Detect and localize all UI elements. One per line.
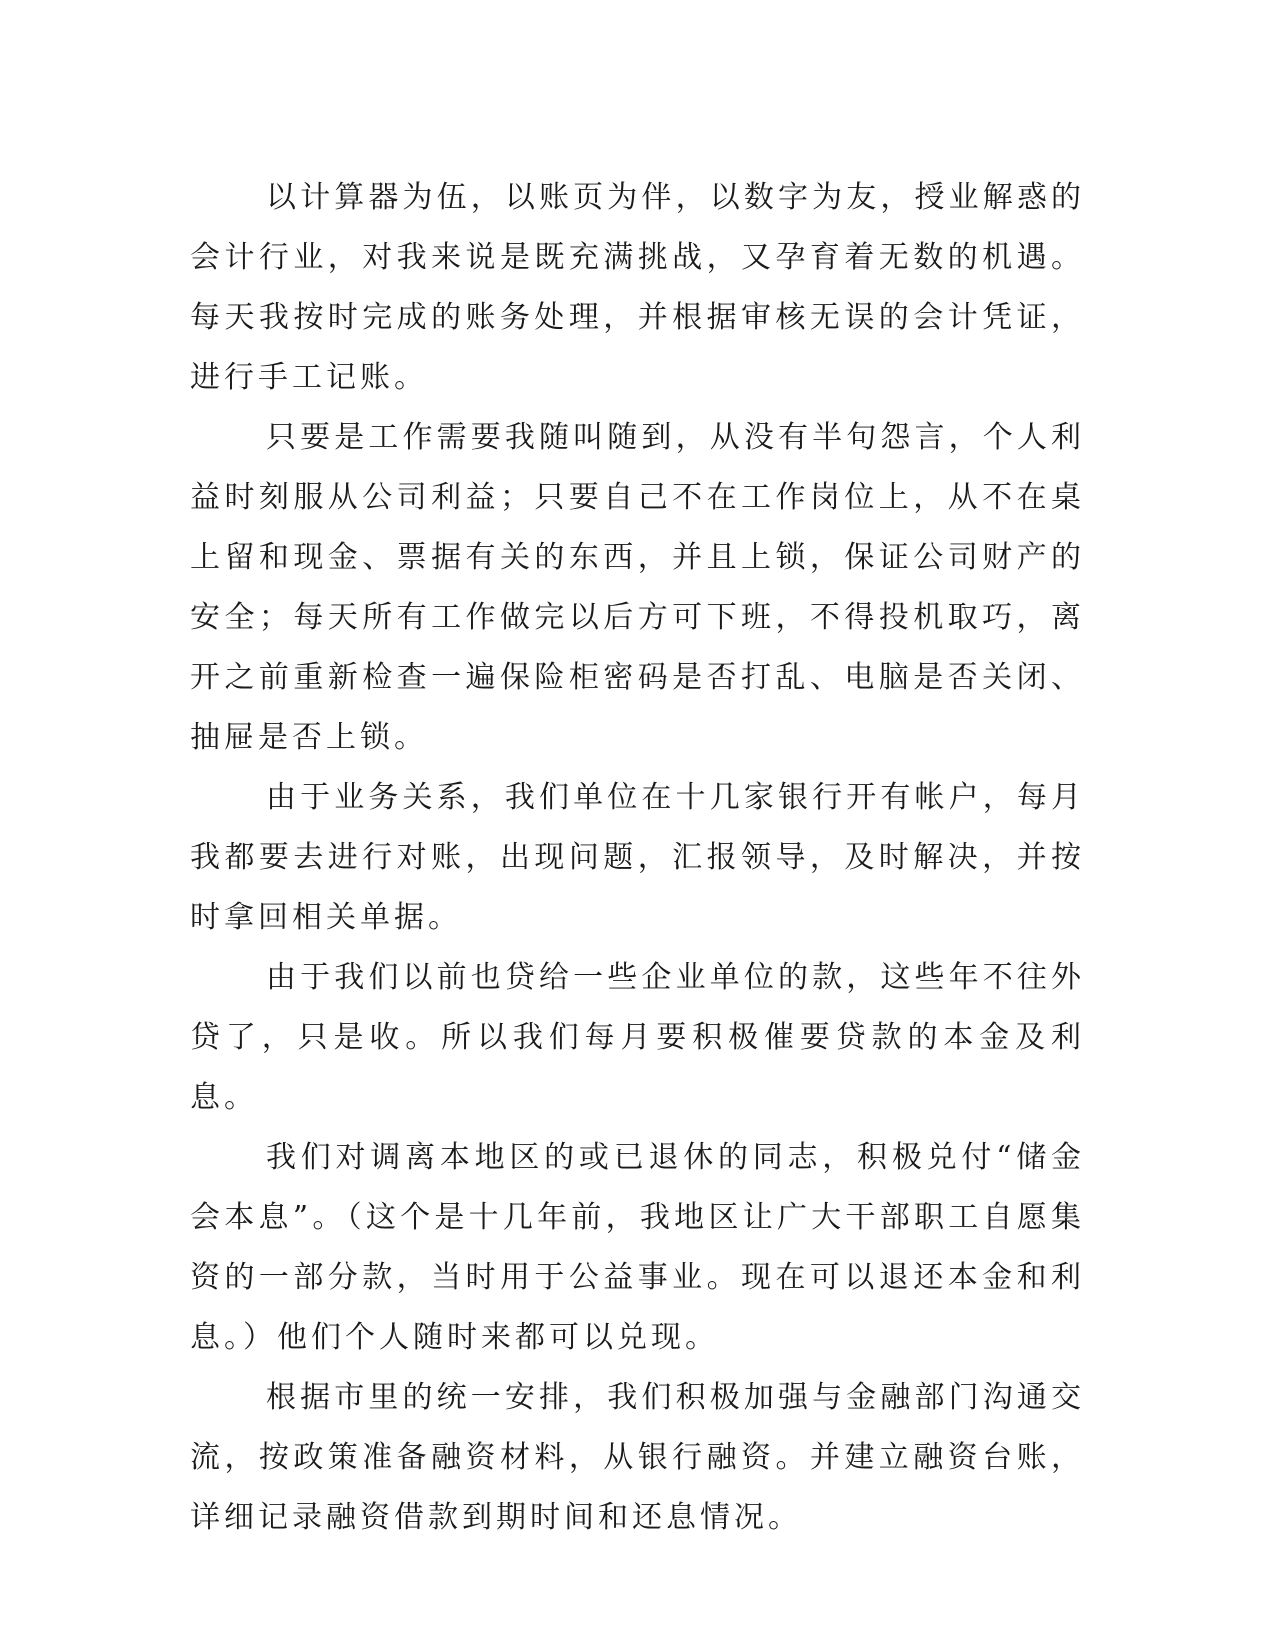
- paragraph-2-line-3: 有关的东西，并且上锁，保证公司财产的安全；每天所有工作做完以: [190, 540, 1086, 635]
- paragraph-1-line-1: 以计算器为伍，以账页为伴，以数字为友，授业解惑的会计行业: [190, 180, 1085, 275]
- paragraph-1-line-3: 账务处理，并根据审核无误的会计凭证，进行手工记账。: [190, 300, 1086, 395]
- paragraph-2: [190, 408, 1085, 768]
- paragraph-4-line-2: 是收。所以我们每月要积极催要贷款的本金及利息。: [190, 1020, 1085, 1115]
- paragraph-2-line-2: 从公司利益；只要自己不在工作岗位上，从不在桌上留和现金、票据: [190, 480, 1086, 575]
- paragraph-1: [190, 168, 1085, 408]
- paragraph-2-line-1: 只要是工作需要我随叫随到，从没有半句怨言，个人利益时刻服: [190, 420, 1085, 515]
- paragraph-5: [190, 1128, 1085, 1368]
- paragraph-3: [190, 768, 1085, 948]
- paragraph-6-line-2: 策准备融资材料，从银行融资。并建立融资台账，详细记录融资借款: [190, 1440, 1086, 1535]
- paragraph-2-line-5: 打乱、电脑是否关闭、抽屉是否上锁。: [190, 660, 1086, 755]
- paragraph-3-line-1: 由于业务关系，我们单位在十几家银行开有帐户，每月我都要去: [190, 780, 1085, 875]
- paragraph-5-line-1: 我们对调离本地区的或已退休的同志，积极兑付“储金会本息”。: [190, 1140, 1085, 1235]
- paragraph-5-line-2: （这个是十几年前，我地区让广大干部职工自愿集资的一部分款，当: [190, 1200, 1086, 1295]
- paragraph-4-line-1: 由于我们以前也贷给一些企业单位的款，这些年不往外贷了，只: [190, 960, 1085, 1055]
- paragraph-3-line-2: 进行对账，出现问题，汇报领导，及时解决，并按时拿回相关单据。: [190, 840, 1086, 935]
- paragraph-5-line-4: 以兑现。: [583, 1320, 719, 1355]
- paragraph-6-line-1: 根据市里的统一安排，我们积极加强与金融部门沟通交流，按政: [190, 1380, 1085, 1475]
- paragraph-1-line-2: ，对我来说是既充满挑战，又孕育着无数的机遇。每天我按时完成的: [190, 240, 1086, 335]
- paragraph-6: [190, 1368, 1085, 1548]
- paragraph-5-line-3: 时用于公益事业。现在可以退还本金和利息。）他们个人随时来都可: [190, 1260, 1086, 1355]
- paragraph-4: [190, 948, 1085, 1128]
- paragraph-2-line-4: 后方可下班，不得投机取巧，离开之前重新检查一遍保险柜密码是否: [190, 600, 1086, 695]
- document-body: [190, 168, 1085, 1548]
- paragraph-6-line-3: 到期时间和还息情况。: [462, 1500, 802, 1535]
